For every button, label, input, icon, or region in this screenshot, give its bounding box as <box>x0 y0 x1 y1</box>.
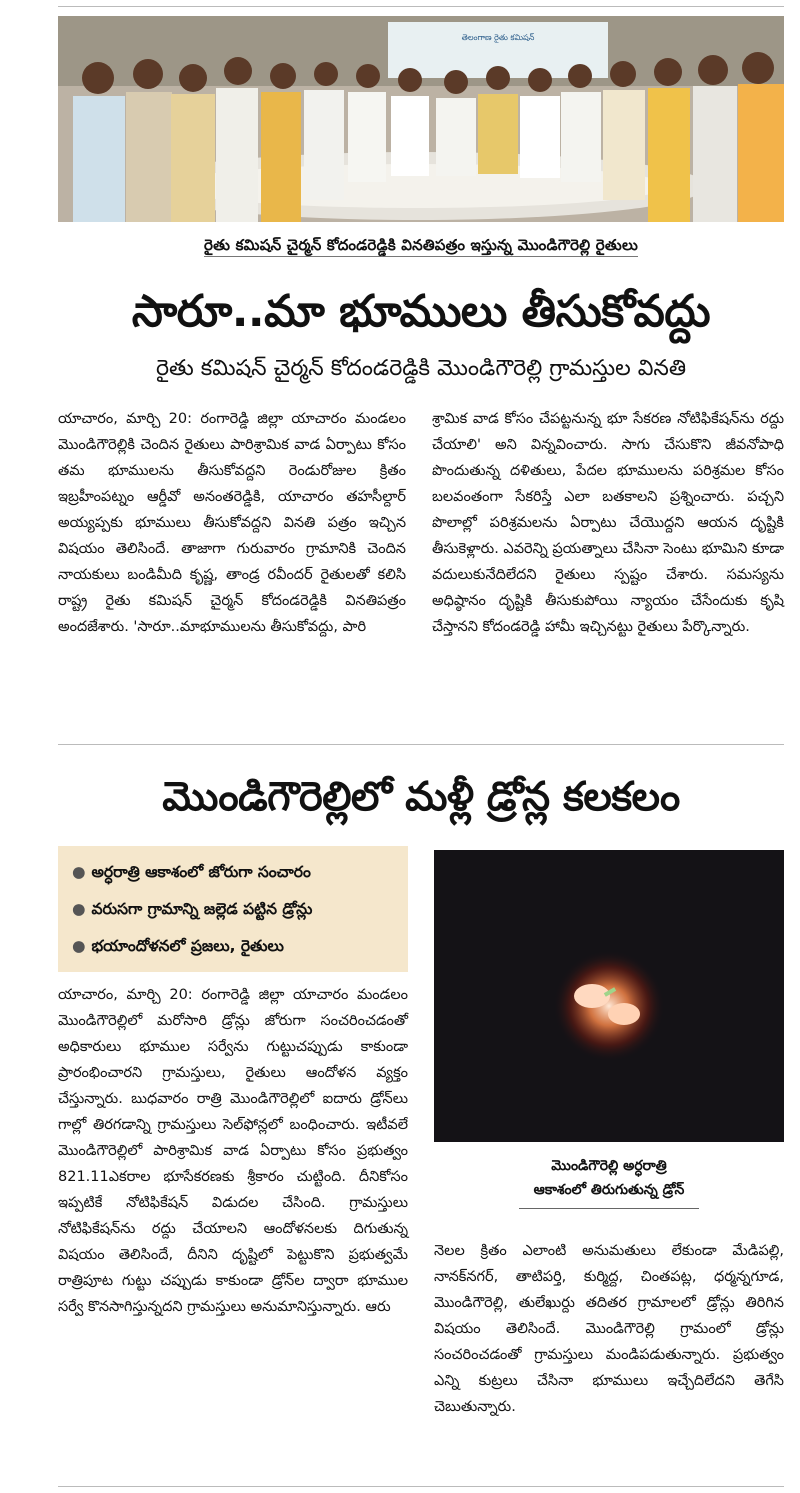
headline: సారూ..మా భూములు తీసుకోవద్దు <box>131 286 711 337</box>
bottom-rule <box>58 1486 784 1487</box>
bullet-icon: ● <box>72 863 86 881</box>
headline-2: మొండిగౌరెల్లిలో మళ్లీ డ్రోన్ల కలకలం <box>162 774 680 820</box>
photo-caption-text: రైతు కమిషన్‌ చైర్మన్‌ కోదండరెడ్డికి వినతిపత్రం ఇస్తున్న మొండిగౌరెల్లి రైతులు <box>204 236 638 257</box>
bullet-icon: ● <box>72 937 86 955</box>
highlights-box <box>58 846 408 972</box>
bullet-icon: ● <box>72 900 86 918</box>
section-divider <box>58 744 784 745</box>
caption-line-2: ఆకాశంలో తిరుగుతున్న డ్రోన్ <box>533 1182 685 1198</box>
article2-column-right: నెలల క్రితం ఎలాంటి అనుమతులు లేకుండా మేడిపల్లి, నానక్‌నగర్‌, తాటిపర్తి, కుర్మిద్ద, చింతపట్ల, ధర్మన్నగూడ, మొండిగౌరెల్లి, తులేఖుర్దు తదితర గ్రామాలలో డ్రోన్లు తిరిగిన విషయం తెలిసిందే. మొండిగౌరెల్లి గ్రామంలో డ్రోన్లు సంచరించడంతో గ్రామస్తులు మండిపడుతున్నారు. ప్రభుత్వం ఎన్ని కుట్రలు చేసినా భూములు ఇచ్చేదిలేదని తెగేసి చెబుతున్నారు. <box>434 1243 784 1415</box>
night-drone-photo <box>434 850 784 1142</box>
top-rule <box>58 6 784 7</box>
article1-column-right: శ్రామిక వాడ కోసం చేపట్టనున్న భూ సేకరణ నోటిఫికేషన్‌ను రద్దు చేయాలి' అని విన్నవించారు. సాగు చేసుకొని జీవనోపాధి పొందుతున్న దళితులు, పేదల భూములను పరిశ్రమల కోసం బలవంతంగా సేకరిస్తే ఎలా బతకాలని ప్రశ్నించారు. పచ్చని పొలాల్లో పరిశ్రమలను ఏర్పాటు చేయొద్దని ఆయన దృష్టికి తీసుకెళ్లారు. ఎవరెన్ని ప్రయత్నాలు చేసినా సెంటు భూమిని కూడా వదులుకునేదిలేదని రైతులు స్పష్టం చేశారు. సమస్యను అధిష్ఠానం దృష్టికి తీసుకుపోయి న్యాయం చేసేందుకు కృషి చేస్తానని కోదండరెడ్డి హామీ ఇచ్చినట్టు రైతులు పేర్కొన్నారు. <box>432 411 784 635</box>
highlight-item <box>58 854 408 891</box>
highlight-text: వరుసగా గ్రామాన్ని జల్లెడ పట్టిన డ్రోన్లు <box>91 900 313 918</box>
subheadline: రైతు కమిషన్‌ చైర్మన్‌ కోదండరెడ్డికి మొండిగౌరెల్లి గ్రామస్తుల వినతి <box>155 356 687 381</box>
banner-text: తెలంగాణ రైతు కమిషన్ <box>461 33 535 42</box>
highlight-text: భయాందోళనలో ప్రజలు, రైతులు <box>91 937 284 955</box>
highlight-text: అర్ధరాత్రి ఆకాశంలో జోరుగా సంచారం <box>91 863 311 881</box>
photo-caption <box>58 236 784 258</box>
caption-line-1: మొండిగౌరెల్లి అర్ధరాత్రి <box>551 1158 667 1174</box>
article2-column-left: యాచారం, మార్చి 20: రంగారెడ్డి జిల్లా యాచారం మండలం మొండిగౌరెల్లిలో మరోసారి డ్రోన్లు జోరుగా సంచరించడంతో అధికారులు భూముల సర్వేను గుట్టుచప్పుడు కాకుండా ప్రారంభించారని గ్రామస్తులు, రైతులు ఆందోళన వ్యక్తం చేస్తున్నారు. బుధవారం రాత్రి మొండిగౌరెల్లిలో ఐదారు డ్రోన్‌లు గాల్లో తిరగడాన్ని గ్రామస్తులు సెల్‌ఫోన్లలో బంధించారు. ఇటీవలే మొండిగౌరెల్లిలో పారిశ్రామిక వాడ ఏర్పాటు కోసం ప్రభుత్వం 821.11ఎకరాల భూసేకరణకు శ్రీకారం చుట్టింది. దీనికోసం ఇప్పటికే నోటిఫికేషన్ విడుదల చేసింది. గ్రామస్తులు నోటిఫికేషన్‌ను రద్దు చేయాలని ఆందోళనలకు దిగుతున్న విషయం తెలిసిందే, దీనిని దృష్టిలో పెట్టుకొని ప్రభుత్వమే రాత్రిపూట గుట్టు చప్పుడు కాకుండా డ్రోన్‌ల ద్వారా భూముల సర్వే కొనసాగిస్తున్నదని గ్రామస్తులు అనుమానిస్తున్నారు. ఆరు <box>58 987 408 1315</box>
caption-underline <box>519 1208 699 1209</box>
drone-photo-caption <box>434 1154 784 1209</box>
farmers-meeting-photo <box>58 16 784 222</box>
article1-column-left: యాచారం, మార్చి 20: రంగారెడ్డి జిల్లా యాచారం మండలం మొండిగౌరెల్లికి చెందిన రైతులు పారిశ్రామిక వాడ ఏర్పాటు కోసం తమ భూములను తీసుకోవద్దని రెండురోజుల క్రితం ఇబ్రహీంపట్నం ఆర్డీవో అనంతరెడ్డికి, యాచారం తహసీల్దార్‌ అయ్యప్పకు భూములు తీసుకోవద్దని వినతి పత్రం ఇచ్చిన విషయం తెలిసిందే. తాజాగా గురువారం గ్రామానికి చెందిన నాయకులు బండిమీది కృష్ణ, తాండ్ర రవీందర్‌ రైతులతో కలిసి రాష్ట్ర రైతు కమిషన్‌ చైర్మన్‌ కోదండరెడ్డికి వినతిపత్రం అందజేశారు. 'సారూ..మాభూములను తీసుకోవద్దు, పారి <box>58 411 406 635</box>
highlight-item <box>58 928 408 965</box>
highlight-item <box>58 891 408 928</box>
